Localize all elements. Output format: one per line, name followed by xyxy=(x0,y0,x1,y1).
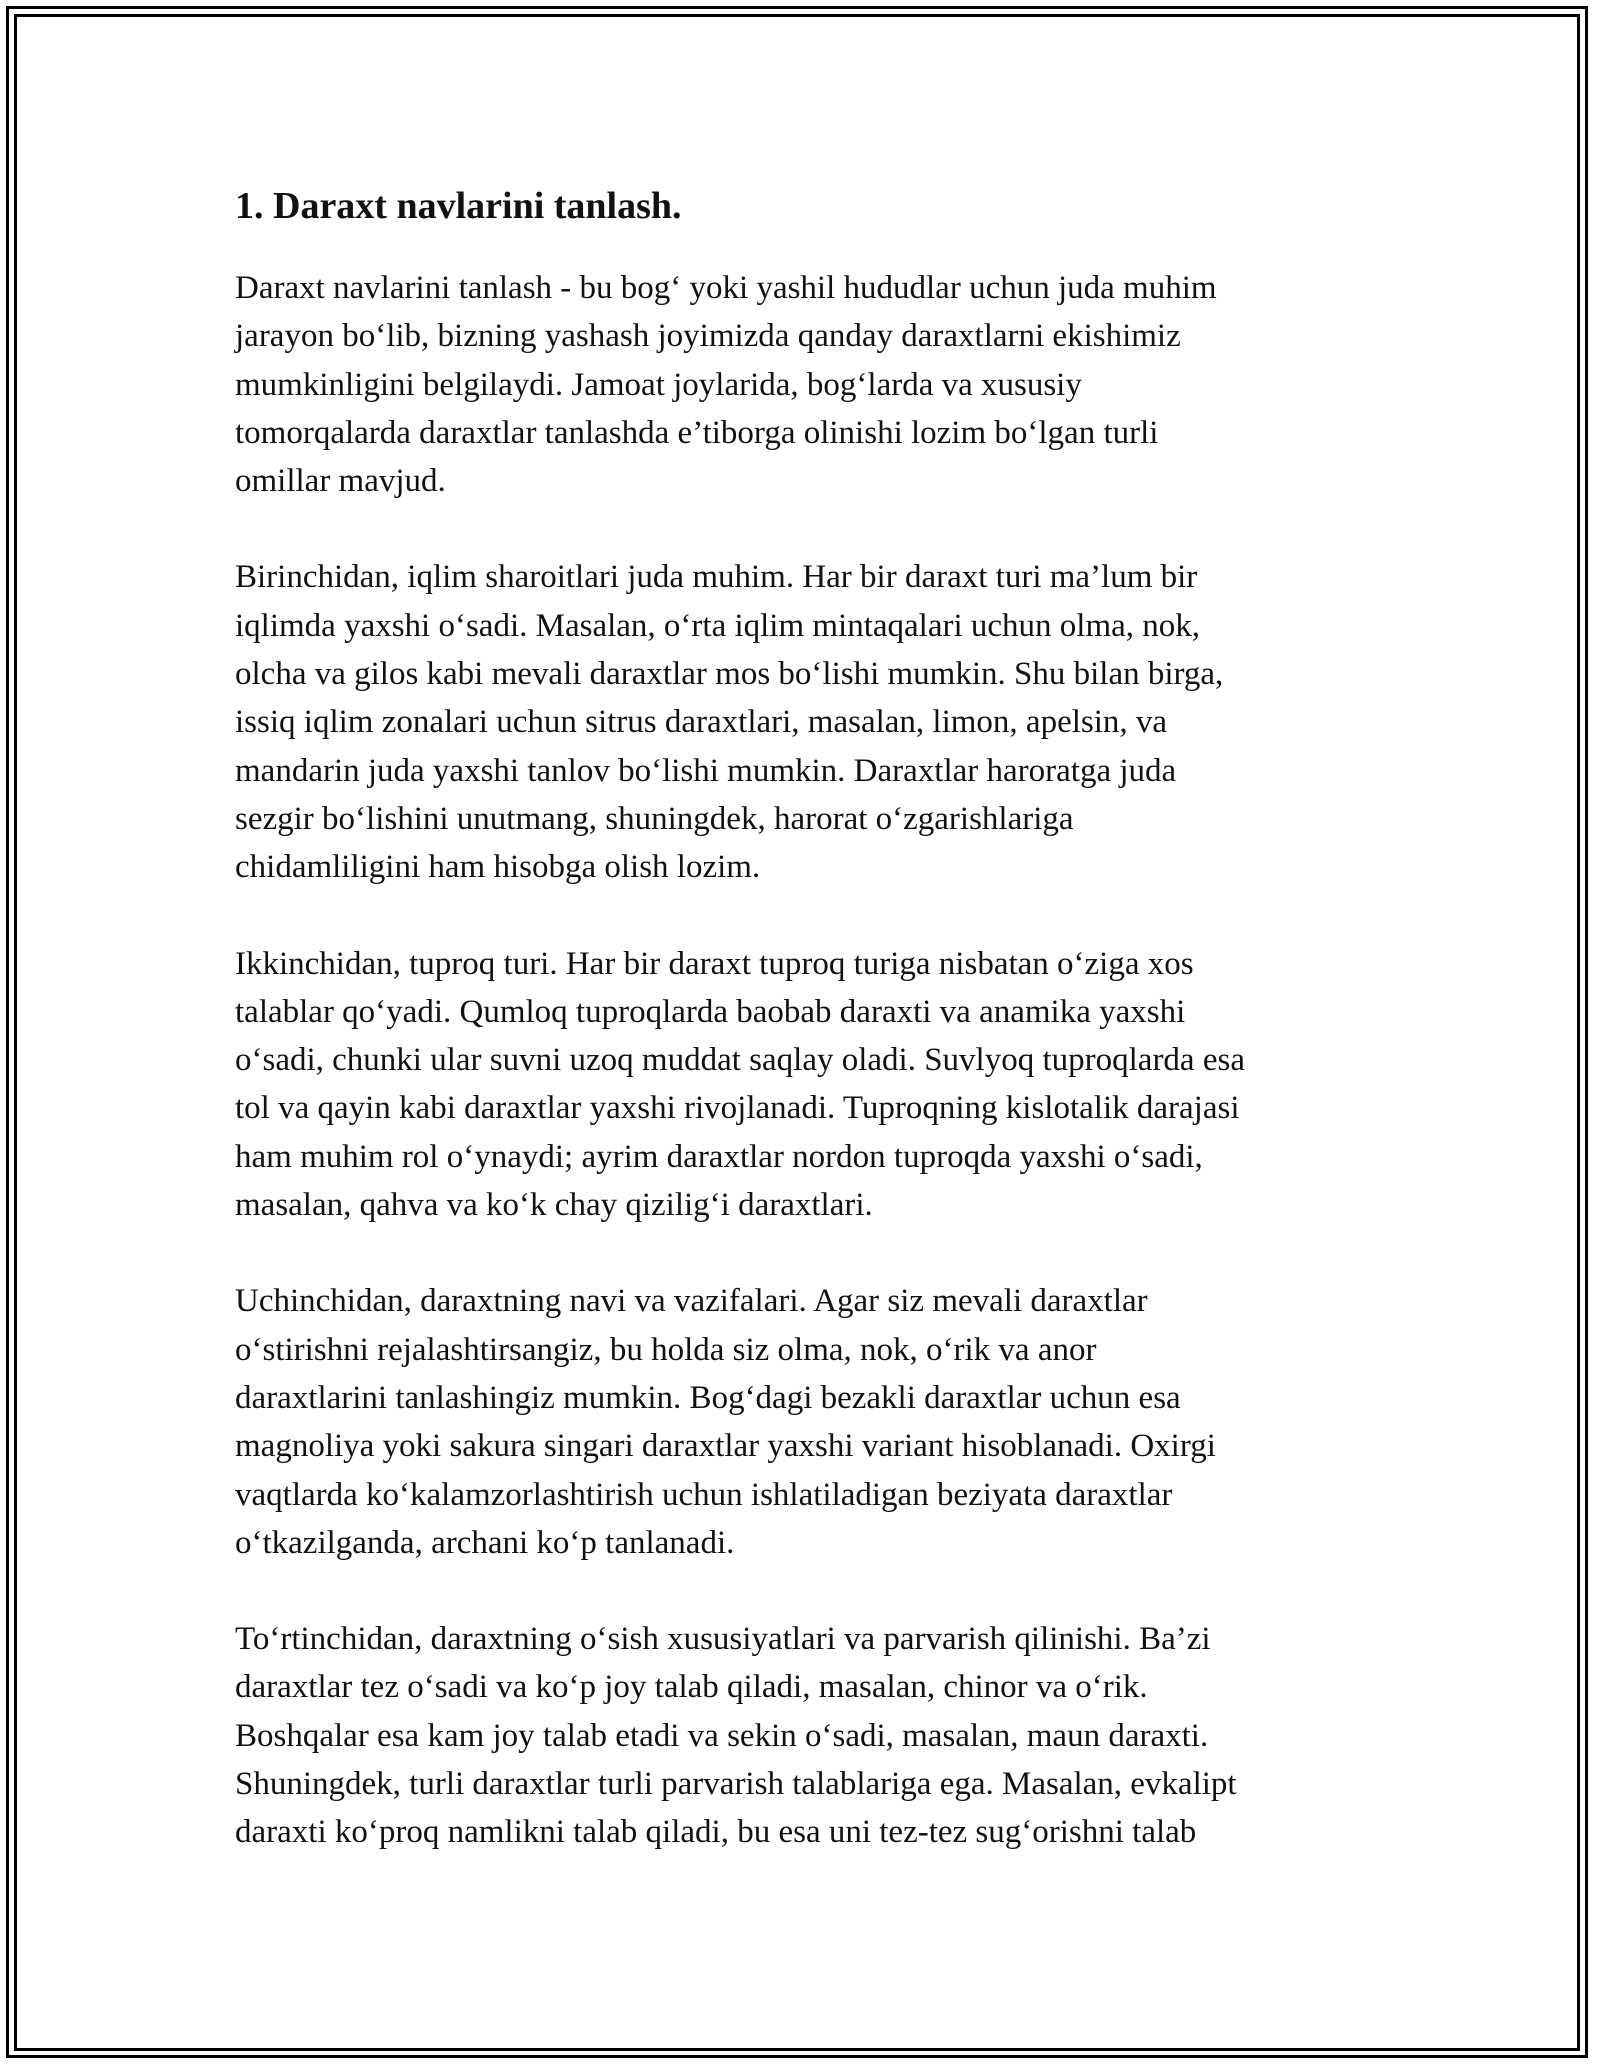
document-body xyxy=(235,182,1375,1905)
paragraph-soil: Ikkinchidan, tuproq turi. Har bir daraxt tuproq turiga nisbatan o‘ziga xos talablar qo‘yadi. Qumloq tuproqlarda baobab daraxti va anamika yaxshi o‘sadi, chunki ular suvni uzoq muddat saqlay oladi. Suvlyoq tuproqlarda esa tol va qayin kabi daraxtlar yaxshi rivojlanadi. Tuproqning kislotalik darajasi ham muhim rol o‘ynaydi; ayrim daraxtlar nordon tuproqda yaxshi o‘sadi, masalan, qahva va ko‘k chay qizilig‘i daraxtlari. xyxy=(235,945,1245,1224)
paragraph-intro: Daraxt navlarini tanlash - bu bog‘ yoki yashil hududlar uchun juda muhim jarayon bo‘lib, bizning yashash joyimizda qanday daraxtlarni ekishimiz mumkinligini belgilaydi. Jamoat joylarida, bog‘larda va xususiy tomorqalarda daraxtlar tanlashda e’tiborga olinishi lozim bo‘lgan turli omillar mavjud. xyxy=(235,270,1217,500)
document-title: 1. Daraxt navlarini tanlash. xyxy=(235,185,682,227)
paragraph-tree-purpose: Uchinchidan, daraxtning navi va vazifalari. Agar siz mevali daraxtlar o‘stirishni rejalashtirsangiz, bu holda siz olma, nok, o‘rik va anor daraxtlarini tanlashingiz mumkin. Bog‘dagi bezakli daraxtlar uchun esa magnoliya yoki sakura singari daraxtlar yaxshi variant hisoblanadi. Oxirgi vaqtlarda ko‘kalamzorlashtirish uchun ishlatiladigan beziyata daraxtlar o‘tkazilganda, archani ko‘p tanlanadi. xyxy=(235,1283,1216,1561)
paragraph-climate: Birinchidan, iqlim sharoitlari juda muhim. Har bir daraxt turi ma’lum bir iqlimda yaxshi o‘sadi. Masalan, o‘rta iqlim mintaqalari uchun olma, nok, olcha va gilos kabi mevali daraxtlar mos bo‘lishi mumkin. Shu bilan birga, issiq iqlim zonalari uchun sitrus daraxtlari, masalan, limon, apelsin, va mandarin juda yaxshi tanlov bo‘lishi mumkin. Daraxtlar haroratga juda sezgir bo‘lishini unutmang, shuningdek, harorat o‘zgarishlariga chidamliligini ham hisobga olish lozim. xyxy=(235,559,1224,886)
paragraph-growth-care: To‘rtinchidan, daraxtning o‘sish xususiyatlari va parvarish qilinishi. Ba’zi daraxtlar tez o‘sadi va ko‘p joy talab qiladi, masalan, chinor va o‘rik. Boshqalar esa kam joy talab etadi va sekin o‘sadi, masalan, maun daraxti. Shuningdek, turli daraxtlar turli parvarish talablariga ega. Masalan, evkalipt daraxti ko‘proq namlikni talab qiladi, bu esa uni tez-tez sug‘orishni talab xyxy=(235,1621,1237,1851)
